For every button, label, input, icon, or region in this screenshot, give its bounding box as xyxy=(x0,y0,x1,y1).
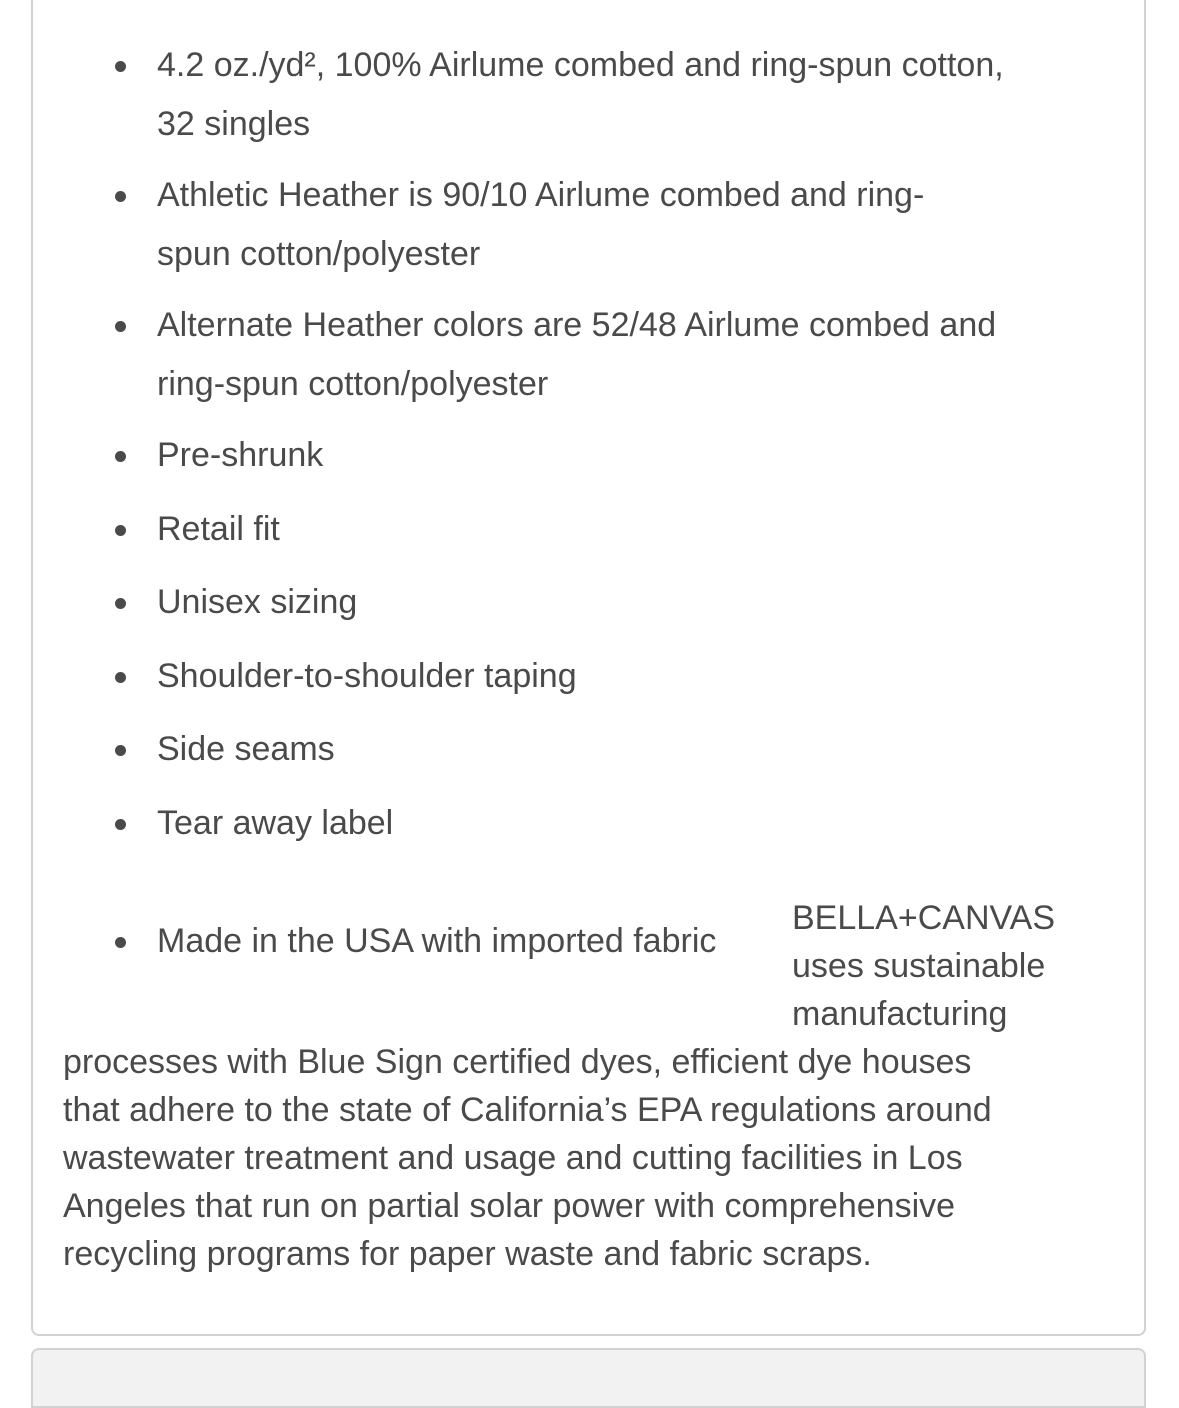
feature-line: Shoulder-to-shoulder taping xyxy=(157,657,577,695)
bullet-dot xyxy=(115,745,126,756)
feature-line: Unisex sizing xyxy=(157,583,358,621)
bullet-dot xyxy=(115,525,126,536)
sustainability-side-text xyxy=(792,894,1055,1038)
feature-line: Side seams xyxy=(157,730,335,768)
bullet-dot xyxy=(115,937,126,948)
description-line: Angeles that run on partial solar power with comprehensive xyxy=(63,1187,956,1225)
description-line: BELLA+CANVAS xyxy=(792,899,1056,937)
next-section-panel xyxy=(31,1348,1146,1408)
bullet-dot xyxy=(115,672,126,683)
description-line: that adhere to the state of California’s EPA regulations around xyxy=(63,1091,992,1129)
feature-line: Tear away label xyxy=(157,804,394,842)
description-line: wastewater treatment and usage and cutting facilities in Los xyxy=(63,1139,963,1177)
feature-line: Athletic Heather is 90/10 Airlume combed and ring- xyxy=(157,176,925,214)
description-line: processes with Blue Sign certified dyes, efficient dye houses xyxy=(63,1043,972,1081)
sustainability-paragraph xyxy=(63,1038,992,1278)
feature-line: Retail fit xyxy=(157,510,280,548)
description-line: manufacturing xyxy=(792,995,1008,1033)
bullet-dot xyxy=(115,451,126,462)
feature-line: Made in the USA with imported fabric xyxy=(157,922,717,960)
feature-line: Alternate Heather colors are 52/48 Airlume combed and xyxy=(157,306,997,344)
feature-line: 32 singles xyxy=(157,105,311,143)
feature-line: spun cotton/polyester xyxy=(157,235,481,273)
bullet-dot xyxy=(115,191,126,202)
feature-line: Pre-shrunk xyxy=(157,436,324,474)
bullet-dot xyxy=(115,598,126,609)
bullet-dot xyxy=(115,61,126,72)
feature-text xyxy=(157,36,1004,154)
bullet-dot xyxy=(115,321,126,332)
feature-line: ring-spun cotton/polyester xyxy=(157,365,549,403)
bullet-dot xyxy=(115,819,126,830)
description-line: recycling programs for paper waste and fabric scraps. xyxy=(63,1235,872,1273)
description-line: uses sustainable xyxy=(792,947,1046,985)
feature-text xyxy=(157,166,924,284)
feature-text xyxy=(157,296,996,414)
feature-line: 4.2 oz./yd², 100% Airlume combed and ring-spun cotton, xyxy=(157,46,1004,84)
